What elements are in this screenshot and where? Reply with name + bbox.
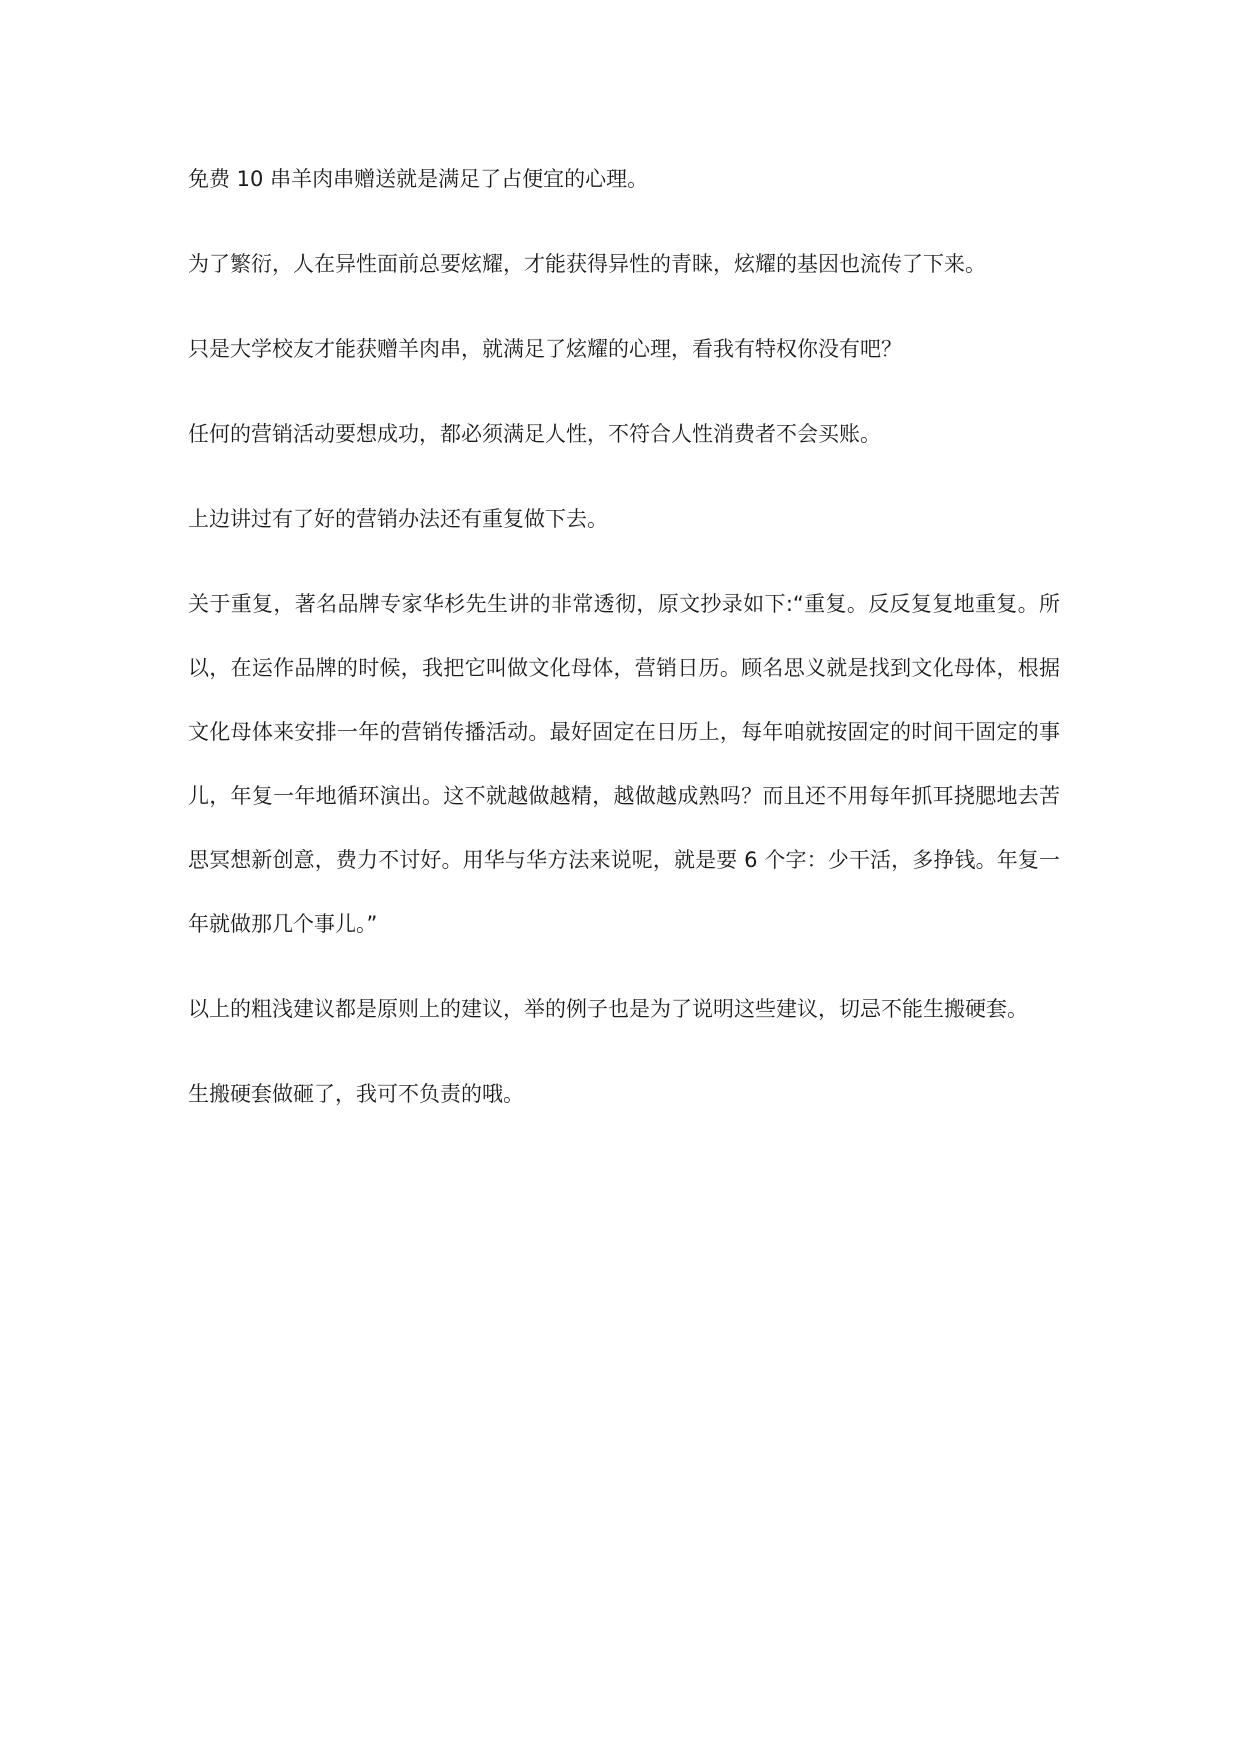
paragraph-7: 以上的粗浅建议都是原则上的建议，举的例子也是为了说明这些建议，切忌不能生搬硬套。 (188, 997, 1028, 1021)
paragraph-4: 任何的营销活动要想成功，都必须满足人性，不符合人性消费者不会买账。 (188, 422, 881, 446)
paragraph-5: 上边讲过有了好的营销办法还有重复做下去。 (188, 507, 608, 531)
paragraph-6: 关于重复，著名品牌专家华杉先生讲的非常透彻，原文抄录如下:“重复。反反复复地重复。所以，在运作品牌的时候，我把它叫做文化母体，营销日历。顾名思义就是找到文化母体，根据文化母体来安排一年的营销传播活动。最好固定在日历上，每年咱就按固定的时间干固定的事儿，年复一年地循环演出。这不就越做越精，越做越成熟吗？而且还不用每年抓耳挠腮地去苦思冥想新创意，费力不讨好。用华与华方法来说呢，就是要 6 个字：少干活，多挣钱。年复一年就做那几个事儿。” (188, 592, 1060, 936)
paragraph-2: 为了繁衍，人在异性面前总要炫耀，才能获得异性的青睐，炫耀的基因也流传了下来。 (188, 252, 986, 276)
paragraph-1: 免费 10 串羊肉串赠送就是满足了占便宜的心理。 (188, 167, 649, 191)
paragraph-3: 只是大学校友才能获赠羊肉串，就满足了炫耀的心理，看我有特权你没有吧？ (188, 337, 902, 361)
paragraph-8: 生搬硬套做砸了，我可不负责的哦。 (188, 1082, 524, 1106)
document-body (188, 161, 1060, 1161)
